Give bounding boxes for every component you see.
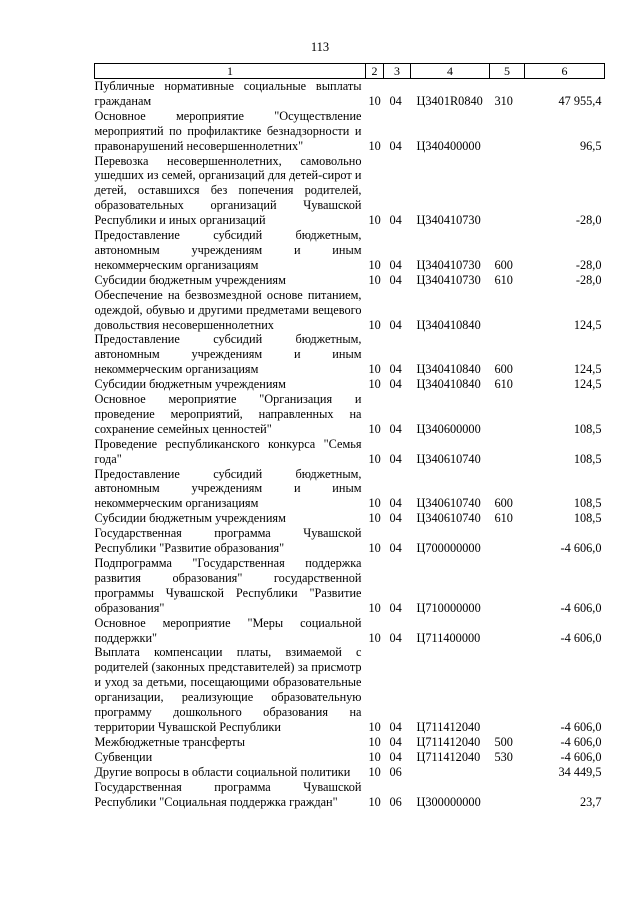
subsection-code: 04 [389, 630, 402, 645]
amount: 23,7 [579, 794, 602, 809]
page-number: 113 [310, 40, 330, 54]
target-article-code: Ц340610740 [416, 496, 481, 511]
section-code: 10 [368, 541, 381, 556]
target-article-code: Ц340410840 [416, 317, 481, 332]
section-code: 10 [368, 257, 381, 272]
target-article-code: Ц340410730 [416, 272, 481, 287]
expense-type-code: 610 [494, 377, 513, 392]
amount: -4 606,0 [560, 734, 602, 749]
table-row [95, 154, 605, 229]
expense-type-code [490, 288, 525, 333]
header-col-6: 6 [525, 64, 605, 79]
expense-type-code: 310 [494, 93, 513, 108]
subsection-code: 04 [389, 213, 402, 228]
table-row [95, 645, 605, 734]
amount: 96,5 [579, 138, 602, 153]
section-code: 10 [368, 600, 381, 615]
subsection-code: 04 [389, 272, 402, 287]
section-code: 10 [368, 719, 381, 734]
expense-type-code [490, 392, 525, 437]
row-name: Основное мероприятие "Организация и проведение мероприятий, направленных на сохранение семейных ценностей" [94, 392, 362, 436]
table-row [95, 377, 605, 392]
target-article-code: Ц700000000 [416, 541, 481, 556]
subsection-code: 04 [389, 734, 402, 749]
section-code: 10 [368, 496, 381, 511]
section-code: 10 [368, 421, 381, 436]
amount: -4 606,0 [560, 630, 602, 645]
table-row [95, 735, 605, 750]
subsection-code: 04 [389, 451, 402, 466]
expense-type-code: 600 [494, 257, 513, 272]
expense-type-code [490, 645, 525, 734]
subsection-code: 04 [389, 749, 402, 764]
row-name: Государственная программа Чувашской Республики "Социальная поддержка граждан" [94, 779, 362, 809]
row-name: Предоставление субсидий бюджетным, автономным учреждениям и иным некоммерческим организациям [94, 466, 362, 511]
table-row [95, 556, 605, 616]
table-row [95, 288, 605, 333]
subsection-code: 06 [389, 794, 402, 809]
expense-type-code [490, 109, 525, 154]
expense-type-code [490, 780, 525, 810]
amount: 47 955,4 [558, 93, 602, 108]
table-body [95, 79, 605, 810]
expense-type-code: 530 [494, 749, 513, 764]
subsection-code: 04 [389, 719, 402, 734]
amount: -28,0 [575, 213, 602, 228]
row-name: Перевозка несовершеннолетних, самовольно ушедших из семей, организаций для детей-сирот и детей, оставшихся без попечения родителей, образовательных организаций Чувашской Республики и иных организаций [94, 153, 362, 228]
target-article-code: Ц340410840 [416, 377, 481, 392]
header-col-4: 4 [411, 64, 490, 79]
row-name: Обеспечение на безвозмездной основе питанием, одеждой, обувью и другими предметами вещевого довольствия несовершеннолетних [94, 287, 362, 332]
target-article-code: Ц711400000 [416, 630, 481, 645]
row-name: Предоставление субсидий бюджетным, автономным учреждениям и иным некоммерческим организациям [94, 332, 362, 377]
row-name: Субсидии бюджетным учреждениям [94, 377, 286, 392]
target-article-code: Ц710000000 [416, 600, 481, 615]
expense-type-code: 600 [494, 362, 513, 377]
target-article-code: Ц300000000 [416, 794, 481, 809]
section-code: 10 [368, 630, 381, 645]
header-col-2: 2 [366, 64, 384, 79]
table-row [95, 273, 605, 288]
section-code: 10 [368, 138, 381, 153]
row-name: Основное мероприятие "Осуществление мероприятий по профилактике безнадзорности и правонарушений несовершеннолетних" [94, 108, 362, 153]
expense-type-code: 610 [494, 511, 513, 526]
amount: 34 449,5 [558, 764, 602, 779]
section-code: 10 [368, 734, 381, 749]
subsection-code: 04 [389, 362, 402, 377]
table-row [95, 437, 605, 467]
expense-type-code: 600 [494, 496, 513, 511]
budget-table [94, 63, 605, 809]
subsection-code: 04 [389, 496, 402, 511]
expense-type-code [490, 556, 525, 616]
target-article-code: Ц340610740 [416, 451, 481, 466]
target-article-code: Ц711412040 [416, 719, 481, 734]
amount: 124,5 [573, 317, 602, 332]
subsection-code: 04 [389, 257, 402, 272]
row-name: Субвенции [94, 749, 153, 764]
expense-type-code [490, 526, 525, 556]
subsection-code: 06 [389, 764, 402, 779]
header-col-1: 1 [95, 64, 366, 79]
table-row [95, 765, 605, 780]
table-row [95, 467, 605, 512]
subsection-code: 04 [389, 317, 402, 332]
subsection-code: 04 [389, 421, 402, 436]
target-article-code [411, 765, 490, 780]
amount: -28,0 [575, 257, 602, 272]
header-col-3: 3 [384, 64, 411, 79]
target-article-code: Ц711412040 [416, 734, 481, 749]
target-article-code: Ц340410730 [416, 257, 481, 272]
section-code: 10 [368, 794, 381, 809]
subsection-code: 04 [389, 377, 402, 392]
subsection-code: 04 [389, 138, 402, 153]
amount: -4 606,0 [560, 541, 602, 556]
section-code: 10 [368, 362, 381, 377]
row-name: Выплата компенсации платы, взимаемой с родителей (законных представителей) за присмотр и уход за детьми, посещающими образовательные организации, реализующие образовательную программу дошкольного образования на территории Чувашской Республики [94, 645, 362, 734]
amount: 124,5 [573, 377, 602, 392]
section-code: 10 [368, 511, 381, 526]
amount: -28,0 [575, 272, 602, 287]
expense-type-code: 500 [494, 734, 513, 749]
table-row [95, 616, 605, 646]
table-row [95, 780, 605, 810]
row-name: Публичные нормативные социальные выплаты гражданам [94, 79, 362, 108]
table-row [95, 109, 605, 154]
row-name: Субсидии бюджетным учреждениям [94, 272, 286, 287]
table-row [95, 511, 605, 526]
table-row [95, 750, 605, 765]
amount: -4 606,0 [560, 749, 602, 764]
table-row [95, 392, 605, 437]
subsection-code: 04 [389, 541, 402, 556]
row-name: Другие вопросы в области социальной политики [94, 764, 351, 779]
section-code: 10 [368, 93, 381, 108]
amount: 108,5 [573, 451, 602, 466]
row-name: Подпрограмма "Государственная поддержка развития образования" государственной программы Чувашской Республики "Развитие образования" [94, 556, 362, 615]
expense-type-code [490, 437, 525, 467]
amount: -4 606,0 [560, 600, 602, 615]
table-row [95, 79, 605, 109]
amount: 124,5 [573, 362, 602, 377]
row-name: Государственная программа Чувашской Республики "Развитие образования" [94, 526, 362, 556]
table-row [95, 526, 605, 556]
subsection-code: 04 [389, 600, 402, 615]
target-article-code: Ц3401R0840 [416, 93, 483, 108]
section-code: 10 [368, 317, 381, 332]
section-code: 10 [368, 213, 381, 228]
section-code: 10 [368, 764, 381, 779]
section-code: 10 [368, 451, 381, 466]
amount: -4 606,0 [560, 719, 602, 734]
expense-type-code [490, 765, 525, 780]
row-name: Предоставление субсидий бюджетным, автономным учреждениям и иным некоммерческим организациям [94, 228, 362, 272]
subsection-code: 04 [389, 511, 402, 526]
section-code: 10 [368, 377, 381, 392]
row-name: Основное мероприятие "Меры социальной поддержки" [94, 615, 362, 645]
subsection-code: 04 [389, 93, 402, 108]
amount: 108,5 [573, 511, 602, 526]
row-name: Межбюджетные трансферты [94, 734, 246, 749]
target-article-code: Ц340410840 [416, 362, 481, 377]
table-row [95, 228, 605, 273]
section-code: 10 [368, 272, 381, 287]
amount: 108,5 [573, 496, 602, 511]
target-article-code: Ц340410730 [416, 213, 481, 228]
row-name: Проведение республиканского конкурса "Семья года" [94, 436, 362, 466]
section-code: 10 [368, 749, 381, 764]
expense-type-code [490, 616, 525, 646]
header-col-5: 5 [490, 64, 525, 79]
target-article-code: Ц340600000 [416, 421, 481, 436]
header-row [95, 64, 605, 79]
target-article-code: Ц340400000 [416, 138, 481, 153]
row-name: Субсидии бюджетным учреждениям [94, 511, 286, 526]
expense-type-code [490, 154, 525, 229]
target-article-code: Ц340610740 [416, 511, 481, 526]
amount: 108,5 [573, 421, 602, 436]
expense-type-code: 610 [494, 272, 513, 287]
table-row [95, 332, 605, 377]
target-article-code: Ц711412040 [416, 749, 481, 764]
